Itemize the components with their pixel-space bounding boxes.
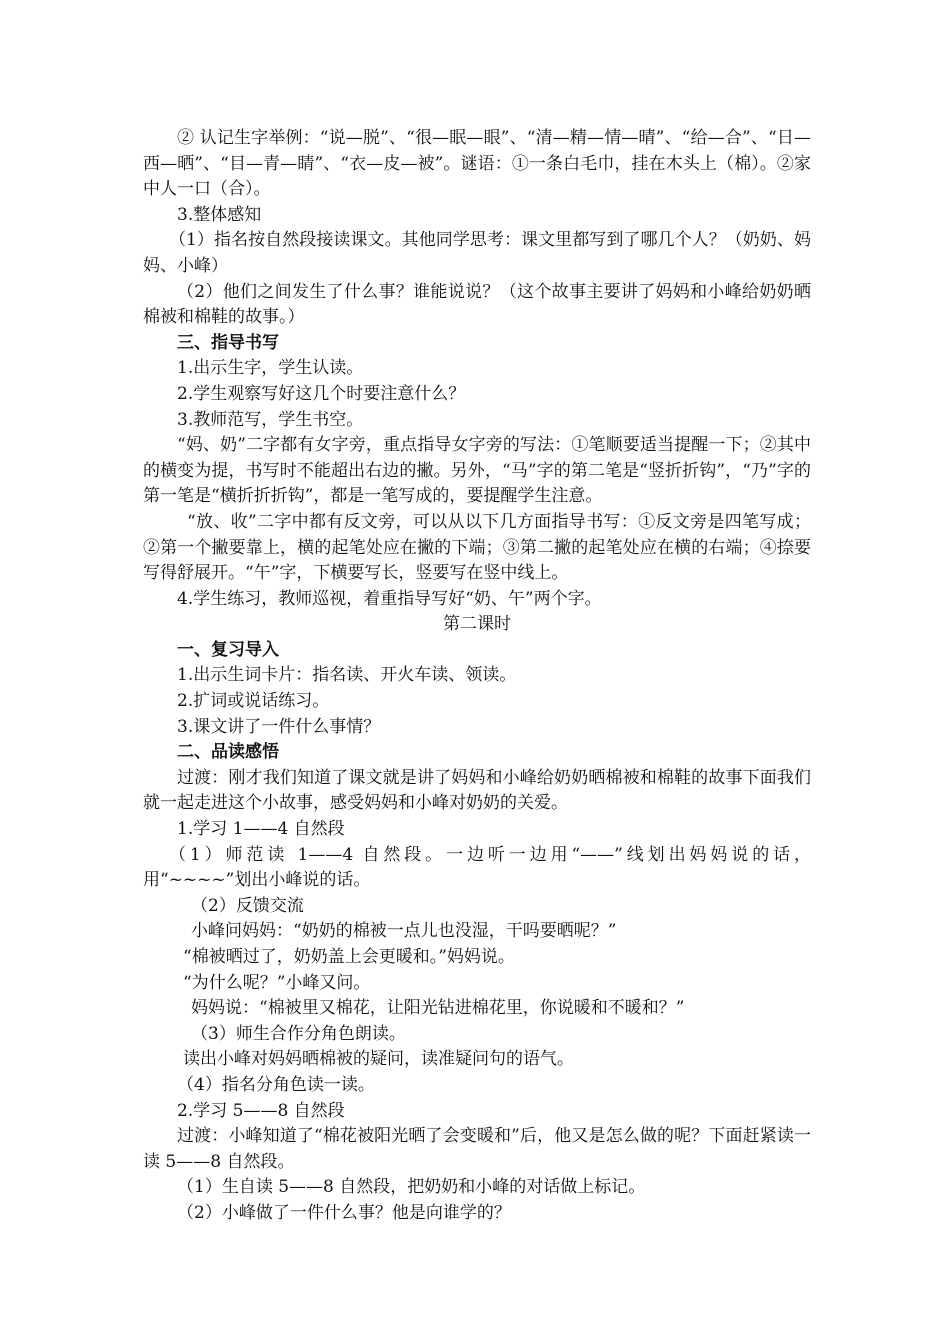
text-line: “为什么呢？”小峰又问。	[183, 972, 371, 993]
text-line: 过渡：小峰知道了“棉花被阳光晒了会变暖和”后，他又是怎么做的呢？下面赶紧读一读 5——8 自然段。	[143, 1126, 811, 1172]
text-line: 3.教师范写，学生书空。	[177, 409, 364, 430]
text-line: 读出小峰对妈妈晒棉被的疑问，读准疑问句的语气。	[183, 1049, 574, 1070]
text-line: （1）指名按自然段接读课文。其他同学思考：课文里都写到了哪几个人？（奶奶、妈妈、小峰）	[143, 230, 811, 276]
text-line: 2.学生观察写好这几个时要注意什么？	[177, 383, 466, 404]
text-line: “棉被晒过了，奶奶盖上会更暖和。”妈妈说。	[183, 947, 515, 967]
document-page	[143, 126, 811, 1227]
text-line: 3.课文讲了一件什么事情？	[177, 716, 381, 737]
text-line: 3.整体感知	[177, 204, 262, 225]
text-line: 4.学生练习，教师巡视，着重指导写好“奶、午”两个字。	[177, 588, 602, 609]
section-heading: 三、指导书写	[177, 332, 279, 353]
text-line: （1）生自读 5——8 自然段，把奶奶和小峰的对话做上标记。	[177, 1177, 646, 1198]
text-line: 2.扩词或说话练习。	[177, 691, 330, 712]
lesson-title: 第二课时	[443, 614, 511, 635]
text-line: （1）师范读 1——4 自然段。一边听一边用“——”线划出妈妈说的话，用“~~~~”划出小峰说的话。	[143, 844, 811, 891]
text-line: ② 认记生字举例：“说—脱”、“很—眠—眼”、“清—精—情—晴”、“给—合”、“日—西—晒”、“目—青—睛”、“衣—皮—被”。谜语：①一条白毛巾，挂在木头上（棉）。②家中人一口（合）。	[143, 128, 811, 200]
text-line: 2.学习 5——8 自然段	[177, 1100, 345, 1121]
text-line: “放、收”二字中都有反文旁，可以从以下几方面指导书写：①反文旁是四笔写成；②第一个撇要靠上，横的起笔处应在撇的下端；③第二撇的起笔处应在横的右端；④捺要写得舒展开。“午”字，下横要写长，竖要写在竖中线上。	[143, 511, 811, 584]
text-line: 1.出示生字，学生认读。	[177, 358, 364, 379]
text-line: 过渡：刚才我们知道了课文就是讲了妈妈和小峰给奶奶晒棉被和棉鞋的故事下面我们就一起走进这个小故事，感受妈妈和小峰对奶奶的关爱。	[143, 767, 811, 814]
text-line: 小峰问妈妈：“奶奶的棉被一点儿也没湿，干吗要晒呢？”	[191, 921, 617, 942]
text-line: （2）他们之间发生了什么事？谁能说说？（这个故事主要讲了妈妈和小峰给奶奶晒棉被和棉鞋的故事。）	[143, 281, 811, 328]
text-line: 1.学习 1——4 自然段	[177, 819, 345, 840]
text-line: （2）反馈交流	[191, 895, 304, 916]
text-line: （3）师生合作分角色朗读。	[191, 1023, 406, 1044]
text-line: “妈、奶”二字都有女字旁，重点指导女字旁的写法：①笔顺要适当提醒一下；②其中的横变为提，书写时不能超出右边的撇。另外，“马”字的第二笔是“竖折折钩”，“乃”字的第一笔是“横折折折钩”，都是一笔写成的，要提醒学生注意。	[143, 435, 811, 507]
text-line: 妈妈说：“棉被里又棉花，让阳光钻进棉花里，你说暖和不暖和？”	[191, 998, 685, 1019]
text-line: （4）指名分角色读一读。	[177, 1074, 375, 1095]
section-heading: 一、复习导入	[177, 639, 279, 660]
text-line: （2）小峰做了一件什么事？他是向谁学的？	[177, 1202, 511, 1223]
section-heading: 二、品读感悟	[177, 742, 279, 763]
text-line: 1.出示生词卡片：指名读、开火车读、领读。	[177, 665, 517, 686]
